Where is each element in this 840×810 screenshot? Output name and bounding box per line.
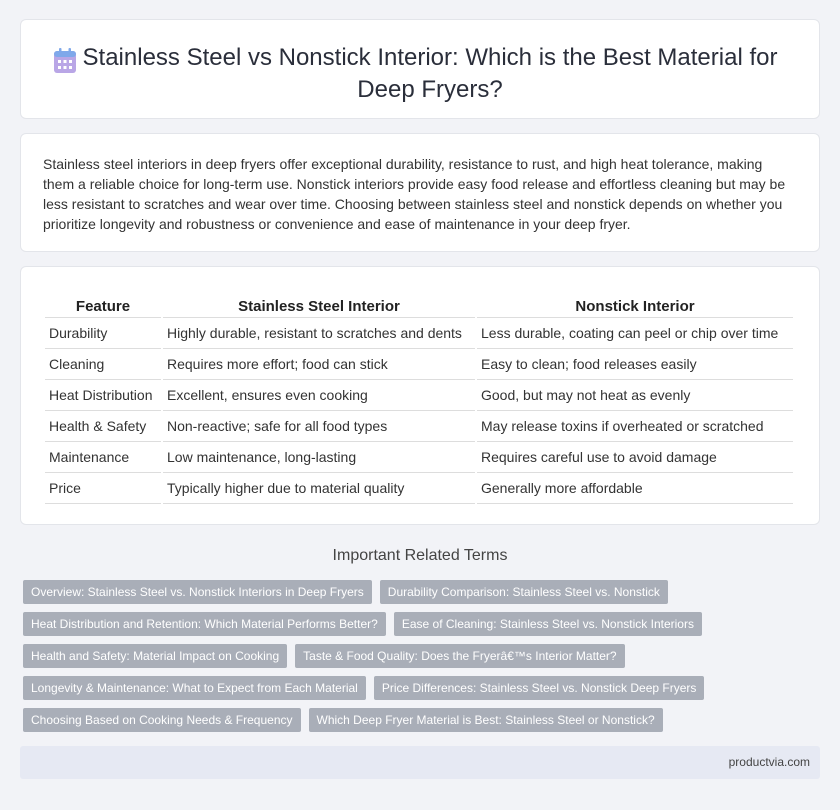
- table-cell: Health & Safety: [45, 412, 161, 442]
- table-header-row: [45, 294, 793, 318]
- related-terms-row: [23, 612, 813, 636]
- table-cell: Generally more affordable: [477, 474, 793, 504]
- related-term-tag[interactable]: Heat Distribution and Retention: Which Material Performs Better?: [23, 612, 386, 636]
- table-cell: Requires more effort; food can stick: [163, 350, 475, 380]
- table-cell: Non-reactive; safe for all food types: [163, 412, 475, 442]
- table-cell: Highly durable, resistant to scratches and dents: [163, 319, 475, 349]
- related-terms-title: Important Related Terms: [332, 547, 508, 564]
- table-cell: Good, but may not heat as evenly: [477, 381, 793, 411]
- intro-paragraph: Stainless steel interiors in deep fryers offer exceptional durability, resistance to rust, and high heat tolerance, making them a reliable choice for long-term use. Nonstick interiors provide easy food release and effortless cleaning but may be less resistant to scratches and wear over time. Choosing between stainless steel and nonstick depends on whether you prioritize longevity and robustness or convenience and ease of maintenance in your deep fryer.: [43, 156, 786, 232]
- table-row: [45, 350, 793, 380]
- column-header: Feature: [45, 294, 161, 318]
- table-cell: Heat Distribution: [45, 381, 161, 411]
- column-header: Stainless Steel Interior: [163, 294, 475, 318]
- table-row: [45, 319, 793, 349]
- table-cell: Easy to clean; food releases easily: [477, 350, 793, 380]
- related-terms-list: [23, 580, 813, 740]
- table-row: [45, 412, 793, 442]
- related-term-tag[interactable]: Which Deep Fryer Material is Best: Stainless Steel or Nonstick?: [309, 708, 663, 732]
- table-cell: Requires careful use to avoid damage: [477, 443, 793, 473]
- related-terms-row: [23, 580, 813, 604]
- related-term-tag[interactable]: Durability Comparison: Stainless Steel vs. Nonstick: [380, 580, 668, 604]
- table-cell: Cleaning: [45, 350, 161, 380]
- page-title: Stainless Steel vs Nonstick Interior: Which is the Best Material for Deep Fryers?: [82, 44, 778, 103]
- related-term-tag[interactable]: Choosing Based on Cooking Needs & Frequency: [23, 708, 301, 732]
- related-terms-row: [23, 676, 813, 700]
- table-cell: Durability: [45, 319, 161, 349]
- table-cell: Less durable, coating can peel or chip over time: [477, 319, 793, 349]
- table-cell: Price: [45, 474, 161, 504]
- table-cell: Typically higher due to material quality: [163, 474, 475, 504]
- header-card: [20, 19, 820, 119]
- footer-site-link[interactable]: productvia.com: [728, 755, 810, 769]
- related-terms-row: [23, 708, 813, 732]
- related-term-tag[interactable]: Ease of Cleaning: Stainless Steel vs. Nonstick Interiors: [394, 612, 702, 636]
- table-cell: Low maintenance, long-lasting: [163, 443, 475, 473]
- related-term-tag[interactable]: Taste & Food Quality: Does the Fryerâ€™s Interior Matter?: [295, 644, 624, 668]
- table-row: [45, 443, 793, 473]
- related-term-tag[interactable]: Longevity & Maintenance: What to Expect from Each Material: [23, 676, 366, 700]
- table-cell: Maintenance: [45, 443, 161, 473]
- table-cell: May release toxins if overheated or scratched: [477, 412, 793, 442]
- table-row: [45, 381, 793, 411]
- related-term-tag[interactable]: Health and Safety: Material Impact on Cooking: [23, 644, 287, 668]
- related-terms-row: [23, 644, 813, 668]
- related-term-tag[interactable]: Price Differences: Stainless Steel vs. Nonstick Deep Fryers: [374, 676, 705, 700]
- intro-card: [20, 133, 820, 252]
- comparison-table-card: [20, 266, 820, 525]
- column-header: Nonstick Interior: [477, 294, 793, 318]
- footer: [20, 746, 820, 779]
- table-row: [45, 474, 793, 504]
- table-cell: Excellent, ensures even cooking: [163, 381, 475, 411]
- comparison-table: [43, 293, 795, 505]
- related-term-tag[interactable]: Overview: Stainless Steel vs. Nonstick Interiors in Deep Fryers: [23, 580, 372, 604]
